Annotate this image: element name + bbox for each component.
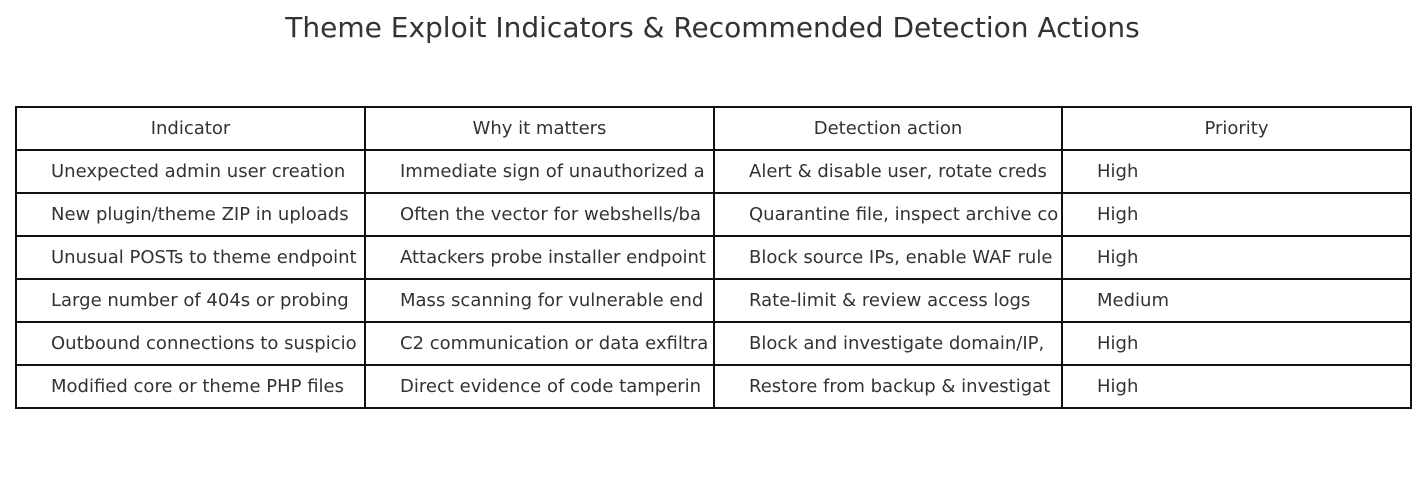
cell-why-it-matters: C2 communication or data exfiltra (400, 333, 709, 354)
table-cell (714, 236, 1062, 279)
table-cell (365, 322, 714, 365)
table-cell (365, 236, 714, 279)
cell-detection-action: Rate-limit & review access logs (749, 290, 1031, 311)
cell-detection-action: Quarantine file, inspect archive co (749, 204, 1059, 225)
table-cell (1062, 322, 1411, 365)
table-row (16, 365, 1411, 408)
cell-indicator: Unexpected admin user creation (51, 161, 346, 182)
table-row (16, 150, 1411, 193)
table-row (16, 279, 1411, 322)
indicators-table (15, 106, 1412, 409)
cell-priority: High (1097, 204, 1139, 225)
table-row (16, 322, 1411, 365)
cell-indicator: Unusual POSTs to theme endpoint (51, 247, 357, 268)
table-cell (714, 322, 1062, 365)
chart-title: Theme Exploit Indicators & Recommended Detection Actions (285, 11, 1140, 44)
cell-indicator: New plugin/theme ZIP in uploads (51, 204, 349, 225)
table-cell (1062, 150, 1411, 193)
cell-priority: Medium (1097, 290, 1169, 311)
cell-why-it-matters: Mass scanning for vulnerable end (400, 290, 704, 311)
table-cell (1062, 193, 1411, 236)
cell-priority: High (1097, 376, 1139, 397)
table-cell (365, 365, 714, 408)
cell-detection-action: Alert & disable user, rotate creds (749, 161, 1047, 182)
column-header-detection-action: Detection action (714, 107, 1062, 150)
table-cell (714, 279, 1062, 322)
table-cell (365, 193, 714, 236)
cell-priority: High (1097, 161, 1139, 182)
table-cell (1062, 236, 1411, 279)
table-cell (16, 322, 365, 365)
cell-detection-action: Restore from backup & investigat (749, 376, 1051, 397)
table-header-row (16, 107, 1411, 150)
table-cell (16, 150, 365, 193)
table-cell (16, 236, 365, 279)
column-header-indicator: Indicator (16, 107, 365, 150)
table-cell (714, 150, 1062, 193)
table-cell (1062, 365, 1411, 408)
cell-indicator: Outbound connections to suspicio (51, 333, 357, 354)
cell-why-it-matters: Direct evidence of code tamperin (400, 376, 702, 397)
cell-why-it-matters: Attackers probe installer endpoint (400, 247, 706, 268)
table-cell (365, 150, 714, 193)
cell-indicator: Modified core or theme PHP files (51, 376, 345, 397)
table-row (16, 236, 1411, 279)
column-header-why-it-matters: Why it matters (365, 107, 714, 150)
table-cell (16, 279, 365, 322)
column-header-priority: Priority (1062, 107, 1411, 150)
cell-priority: High (1097, 247, 1139, 268)
table-cell (16, 365, 365, 408)
table-cell (16, 193, 365, 236)
cell-why-it-matters: Immediate sign of unauthorized a (400, 161, 705, 182)
table-row (16, 193, 1411, 236)
cell-indicator: Large number of 404s or probing (51, 290, 349, 311)
table-cell (714, 365, 1062, 408)
cell-priority: High (1097, 333, 1139, 354)
cell-detection-action: Block and investigate domain/IP, (749, 333, 1045, 354)
table-cell (1062, 279, 1411, 322)
cell-detection-action: Block source IPs, enable WAF rule (749, 247, 1053, 268)
table-cell (714, 193, 1062, 236)
cell-why-it-matters: Often the vector for webshells/ba (400, 204, 701, 225)
table-cell (365, 279, 714, 322)
